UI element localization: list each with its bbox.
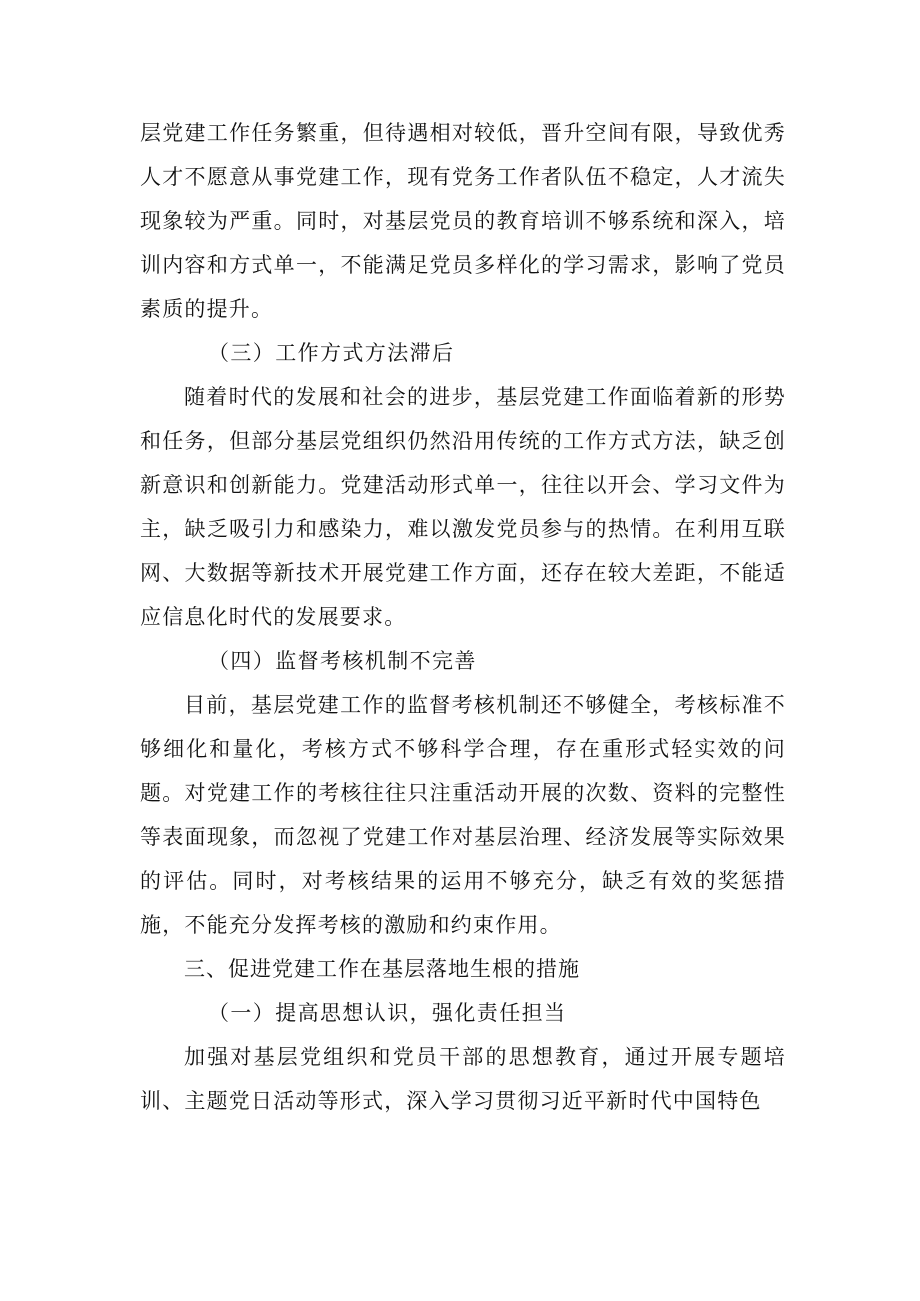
section-heading-measures: 三、促进党建工作在基层落地生根的措施 [184,957,580,981]
document-body [140,111,786,1123]
subheading-ideological-awareness: （一）提高思想认识，强化责任担当 [208,1001,567,1025]
paragraph-supervision: 目前，基层党建工作的监督考核机制还不够健全，考核标准不够细化和量化，考核方式不够科学合理，存在重形式轻实效的问题。对党建工作的考核往往只注重活动开展的次数、资料的完整性等表面现象，而忽视了党建工作对基层治理、经济发展等实际效果的评估。同时，对考核结果的运用不够充分，缺乏有效的奖惩措施，不能充分发挥考核的激励和约束作用。 [140,693,786,937]
subheading-work-methods: （三）工作方式方法滞后 [208,341,455,365]
paragraph-work-methods: 随着时代的发展和社会的进步，基层党建工作面临着新的形势和任务，但部分基层党组织仍然沿用传统的工作方式方法，缺乏创新意识和创新能力。党建活动形式单一，往往以开会、学习文件为主，缺乏吸引力和感染力，难以激发党员参与的热情。在利用互联网、大数据等新技术开展党建工作方面，还存在较大差距，不能适应信息化时代的发展要求。 [140,385,786,629]
paragraph-talent-loss: 层党建工作任务繁重，但待遇相对较低，晋升空间有限，导致优秀人才不愿意从事党建工作，现有党务工作者队伍不稳定，人才流失现象较为严重。同时，对基层党员的教育培训不够系统和深入，培训内容和方式单一，不能满足党员多样化的学习需求，影响了党员素质的提升。 [140,121,786,321]
subheading-supervision: （四）监督考核机制不完善 [208,649,477,673]
paragraph-ideological-education: 加强对基层党组织和党员干部的思想教育，通过开展专题培训、主题党日活动等形式，深入学习贯彻习近平新时代中国特色 [140,1045,786,1113]
